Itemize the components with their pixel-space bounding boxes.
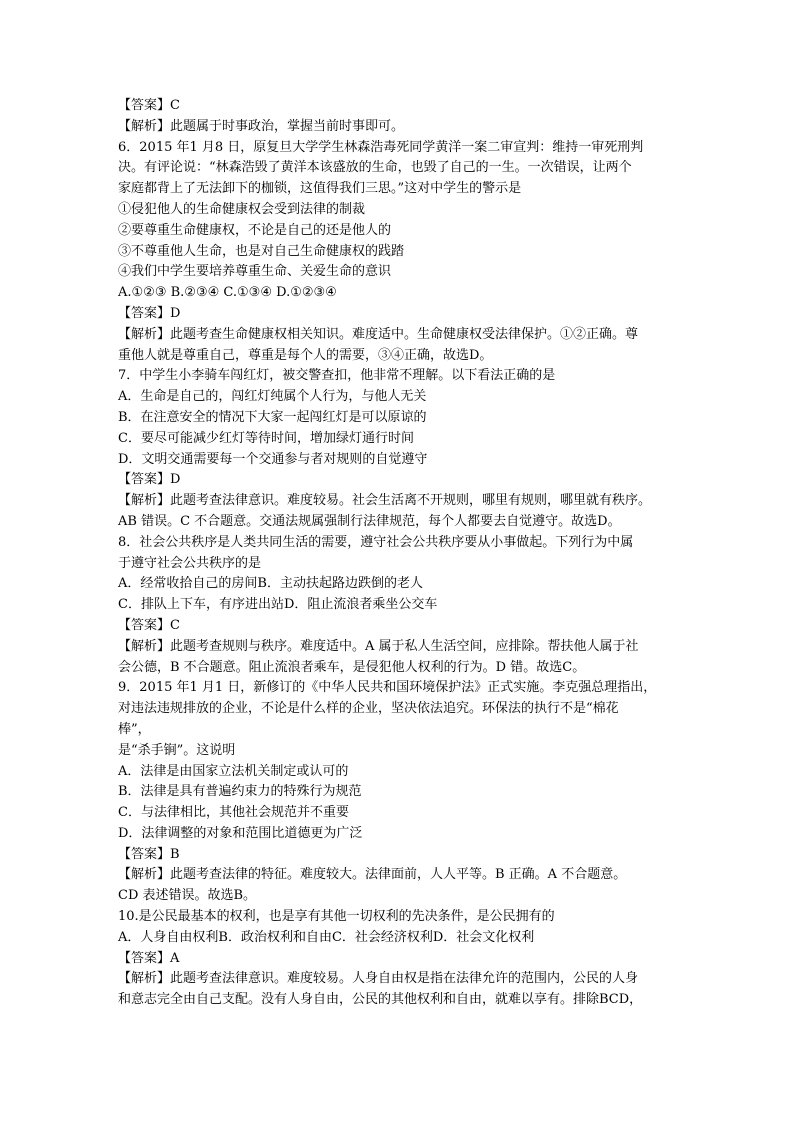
answer-line: 【答案】D — [118, 472, 181, 488]
question-6-statement: ③不尊重他人生命，也是对自己生命健康权的践踏 — [118, 243, 405, 259]
analysis-line: 【解析】此题考查法律的特征。难度较大。法律面前，人人平等。B 正确。A 不合题意。 — [118, 867, 627, 883]
analysis-line: 和意志完全由自己支配。没有人身自由，公民的其他权利和自由，就难以享有。排除BCD， — [118, 992, 643, 1008]
question-9-option: A．法律是由国家立法机关制定或认可的 — [118, 763, 349, 779]
analysis-line: 会公德，B 不合题意。阻止流浪者乘车，是侵犯他人权利的行为。D 错。故选C。 — [118, 659, 586, 675]
question-7-option: C．要尽可能减少红灯等待时间，增加绿灯通行时间 — [118, 430, 414, 446]
question-9-option: B．法律是具有普遍约束力的特殊行为规范 — [118, 784, 362, 800]
question-9-stem: 是“杀手锏”。这说明 — [118, 742, 236, 758]
question-6-statement: ④我们中学生要培养尊重生命、关爱生命的意识 — [118, 264, 392, 280]
answer-line: 【答案】D — [118, 305, 181, 321]
question-8-stem: 8．社会公共秩序是人类共同生活的需要，遵守社会公共秩序要从小事做起。下列行为中属 — [118, 534, 634, 550]
question-9-stem: 对违法违规排放的企业，不论是什么样的企业，坚决依法追究。环保法的执行不是“棉花 — [118, 701, 619, 717]
analysis-line: 【解析】此题考查规则与秩序。难度适中。A 属于私人生活空间，应排除。帮扶他人属于社 — [118, 638, 639, 654]
question-8-options: C．排队上下车，有序进出站D．阻止流浪者乘坐公交车 — [118, 597, 438, 613]
analysis-line: 【解析】此题考查法律意识。难度较易。人身自由权是指在法律允许的范围内，公民的人身 — [118, 971, 639, 987]
analysis-line: 重他人就是尊重自己，尊重是每个人的需要，③④正确，故选D。 — [118, 347, 493, 363]
question-6-stem: 6．2015 年1 月8 日，原复旦大学学生林森浩毒死同学黄洋一案二审宣判：维持一审死刑判 — [118, 139, 644, 155]
document-body — [118, 96, 678, 1011]
question-9-stem: 棒”， — [118, 721, 151, 737]
question-10-options: A．人身自由权利B．政治权利和自由C．社会经济权利D．社会文化权利 — [118, 929, 535, 945]
analysis-line: AB 错误。C 不合题意。交通法规属强制行法律规范，每个人都要去自觉遵守。故选D。 — [118, 513, 621, 529]
question-8-options: A．经常收拾自己的房间B．主动扶起路边跌倒的老人 — [118, 576, 423, 592]
question-9-option: D．法律调整的对象和范围比道德更为广泛 — [118, 825, 363, 841]
question-6-statement: ①侵犯他人的生命健康权会受到法律的制裁 — [118, 201, 366, 217]
question-10-stem: 10.是公民最基本的权利，也是享有其他一切权利的先决条件，是公民拥有的 — [118, 909, 555, 925]
question-8-stem: 于遵守社会公共秩序的是 — [118, 555, 262, 571]
question-7-stem: 7．中学生小李骑车闯红灯，被交警查扣，他非常不理解。以下看法正确的是 — [118, 368, 556, 384]
analysis-line: 【解析】此题考查生命健康权相关知识。难度适中。生命健康权受法律保护。①②正确。尊 — [118, 326, 639, 342]
question-7-option: D．文明交通需要每一个交通参与者对规则的自觉遵守 — [118, 451, 428, 467]
analysis-line: 【解析】此题属于时事政治，掌握当前时事即可。 — [118, 118, 405, 134]
analysis-line: CD 表述错误。故选B。 — [118, 888, 257, 904]
answer-line: 【答案】C — [118, 617, 180, 633]
question-7-option: A．生命是自己的，闯红灯纯属个人行为，与他人无关 — [118, 389, 427, 405]
question-6-stem: 决。有评论说：“林森浩毁了黄洋本该盛放的生命，也毁了自己的一生。一次错误，让两个 — [118, 160, 632, 176]
question-6-options: A.①②③ B.②③④ C.①③④ D.①②③④ — [118, 285, 337, 301]
question-9-option: C．与法律相比，其他社会规范并不重要 — [118, 805, 349, 821]
answer-line: 【答案】B — [118, 846, 180, 862]
question-6-statement: ②要尊重生命健康权，不论是自己的还是他人的 — [118, 222, 392, 238]
answer-line: 【答案】C — [118, 98, 180, 113]
question-6-stem: 家庭都背上了无法卸下的枷锁，这值得我们三思。”这对中学生的警示是 — [118, 181, 522, 197]
analysis-line: 【解析】此题考查法律意识。难度较易。社会生活离不开规则，哪里有规则，哪里就有秩序。 — [118, 493, 652, 509]
question-9-stem: 9．2015 年1 月1 日，新修订的《中华人民共和国环境保护法》正式实施。李克强总理指出， — [118, 680, 657, 696]
answer-line: 【答案】A — [118, 950, 180, 966]
question-7-option: B．在注意安全的情况下大家一起闯红灯是可以原谅的 — [118, 409, 427, 425]
